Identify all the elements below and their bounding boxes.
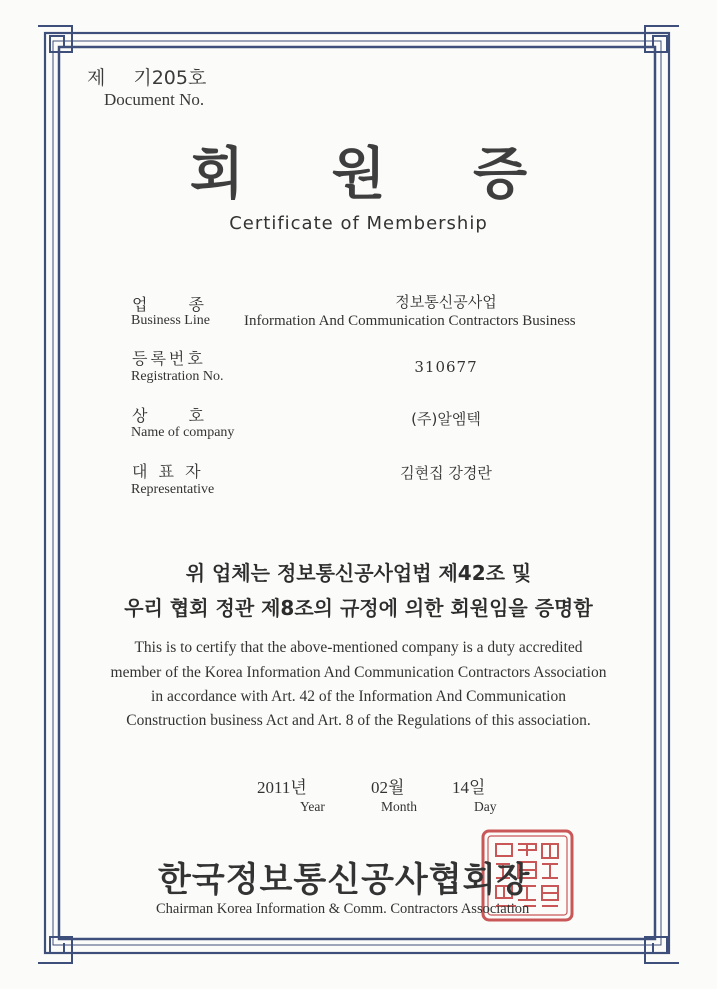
date-year: 2011년 xyxy=(257,778,307,797)
statement-en-line-3: in accordance with Art. 42 of the Information And Communication xyxy=(151,688,566,705)
representative-label-ko: 대 표 자 xyxy=(132,462,204,481)
representative-names: 김현집 강경란 xyxy=(400,464,492,482)
date-year-label: Year xyxy=(300,799,325,814)
statement-en-line-1: This is to certify that the above-mentioned company is a duty accredited xyxy=(134,639,583,656)
business-line-value-ko: 정보통신공사업 xyxy=(395,293,497,311)
document-number-prefix: 제 xyxy=(87,67,106,89)
document-number xyxy=(87,63,206,90)
document-number-value: 기205호 xyxy=(133,67,207,89)
statement-en-line-2: member of the Korea Information And Communication Contractors Association xyxy=(110,664,607,681)
registration-number: 310677 xyxy=(414,358,478,376)
date-month: 02월 xyxy=(371,778,405,797)
issuer-korean: 한국정보통신공사협회장 xyxy=(158,860,531,900)
registration-label-en: Registration No. xyxy=(131,369,224,384)
issuer-english: Chairman Korea Information & Comm. Contractors Association xyxy=(156,901,530,917)
business-line-value-en: Information And Communication Contractors Business xyxy=(244,313,576,329)
title-english: Certificate of Membership xyxy=(229,213,488,234)
business-line-label-ko: 업 종 xyxy=(132,295,207,314)
representative-label-en: Representative xyxy=(131,482,215,497)
document-number-label: Document No. xyxy=(104,90,205,109)
statement-ko-line-2: 우리 협회 정관 제8조의 규정에 의한 회원임을 증명함 xyxy=(124,596,593,620)
date-day-label: Day xyxy=(474,799,497,814)
company-name: (주)알엠텍 xyxy=(411,410,481,428)
company-label-ko: 상 호 xyxy=(132,406,207,425)
statement-ko-line-1: 위 업체는 정보통신공사업법 제42조 및 xyxy=(185,561,532,585)
registration-label-ko: 등록번호 xyxy=(132,349,206,368)
company-label-en: Name of company xyxy=(131,425,235,440)
date-month-label: Month xyxy=(381,799,418,814)
date-day: 14일 xyxy=(452,778,486,797)
statement-en-line-4: Construction business Act and Art. 8 of the Regulations of this association. xyxy=(126,712,591,729)
business-line-label-en: Business Line xyxy=(131,313,210,328)
title-korean: 회 원 증 xyxy=(189,142,528,207)
